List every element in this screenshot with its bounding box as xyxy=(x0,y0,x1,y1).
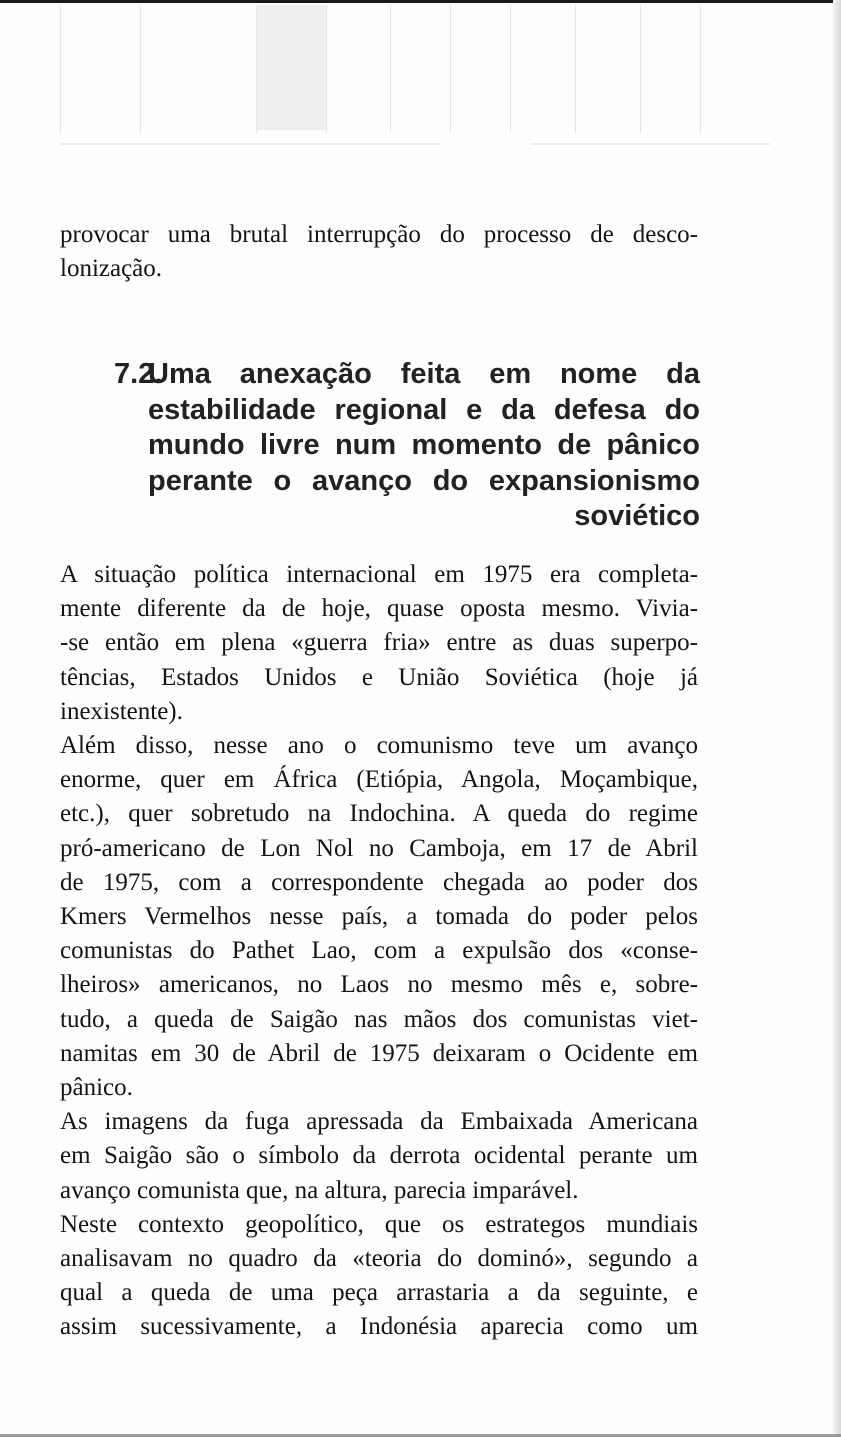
text-line: em Saigão são o símbolo da derrota ocidental perante um xyxy=(60,1142,698,1170)
heading-line: estabilidade regional e da defesa do xyxy=(148,393,700,426)
text-line: analisavam no quadro da «teoria do dominó», segundo a xyxy=(60,1245,698,1273)
text-line: provocar uma brutal interrupção do processo de desco- xyxy=(60,221,698,248)
text-line: de 1975, com a correspondente chegada ao poder dos xyxy=(60,868,698,896)
bleed-line xyxy=(60,143,440,145)
bleed-line xyxy=(530,143,770,145)
text-line: Neste contexto geopolítico, que os estrategos mundiais xyxy=(60,1210,698,1238)
paragraph xyxy=(60,558,698,729)
heading-line: perante o avanço do expansionismo xyxy=(148,464,700,497)
text-line: avanço comunista que, na altura, parecia imparável. xyxy=(60,1176,579,1204)
text-line: assim sucessivamente, a Indonésia aparecia como um xyxy=(60,1313,698,1341)
section-heading xyxy=(60,357,700,535)
bleed-rule xyxy=(700,5,701,133)
heading-line: Uma anexação feita em nome da xyxy=(148,358,700,390)
text-line: A situação política internacional em 1975 era completa- xyxy=(60,561,698,588)
text-line: lonização. xyxy=(60,255,163,283)
text-line: Além disso, nesse ano o comunismo teve um avanço xyxy=(60,732,698,760)
bleed-rule xyxy=(390,5,391,133)
bleed-rule xyxy=(575,5,576,133)
text-line: etc.), quer sobretudo na Indochina. A queda do regime xyxy=(60,800,698,828)
text-line: Kmers Vermelhos nesse país, a tomada do poder pelos xyxy=(60,903,698,931)
bleed-rule xyxy=(450,5,451,133)
page-right-edge xyxy=(833,0,841,1437)
text-line: lheiros» americanos, no Laos no mesmo mês e, sobre- xyxy=(60,971,698,999)
continuation-text xyxy=(60,218,698,286)
text-line: tudo, a queda de Saigão nas mãos dos comunistas viet- xyxy=(60,1005,698,1033)
continuation-paragraph xyxy=(60,218,698,286)
bleed-rule xyxy=(640,5,641,133)
section-number: 7.2. xyxy=(114,358,163,390)
text-line: tências, Estados Unidos e União Soviética (hoje já xyxy=(60,663,698,691)
page-top-edge xyxy=(0,0,841,3)
text-line: enorme, quer em África (Etiópia, Angola, Moçambique, xyxy=(60,766,698,794)
text-line: mente diferente da de hoje, quase oposta mesmo. Vivia- xyxy=(60,595,698,623)
bleed-rule xyxy=(510,5,511,133)
body-text xyxy=(60,558,698,1345)
heading-line: soviético xyxy=(574,500,700,532)
text-line: -se então em plena «guerra fria» entre as duas superpo- xyxy=(60,629,698,657)
paragraph xyxy=(60,1105,698,1208)
text-line: comunistas do Pathet Lao, com a expulsão dos «conse- xyxy=(60,937,698,965)
bleed-rule xyxy=(60,5,61,133)
text-line: pânico. xyxy=(60,1074,133,1102)
previous-page-bleed-through xyxy=(60,5,780,155)
text-line: namitas em 30 de Abril de 1975 deixaram o Ocidente em xyxy=(60,1039,698,1067)
bleed-rule xyxy=(326,5,327,133)
text-line: qual a queda de uma peça arrastaria a da seguinte, e xyxy=(60,1279,698,1307)
bleed-rule xyxy=(256,5,257,133)
paragraph xyxy=(60,1208,698,1345)
paragraph xyxy=(60,729,698,1105)
text-line: inexistente). xyxy=(60,697,183,725)
heading-line: mundo livre num momento de pânico xyxy=(148,429,700,461)
text-line: pró-americano de Lon Nol no Camboja, em 17 de Abril xyxy=(60,834,698,862)
bleed-shaded-column xyxy=(256,5,326,130)
bleed-rule xyxy=(140,5,141,133)
text-line: As imagens da fuga apressada da Embaixada Americana xyxy=(60,1108,698,1136)
